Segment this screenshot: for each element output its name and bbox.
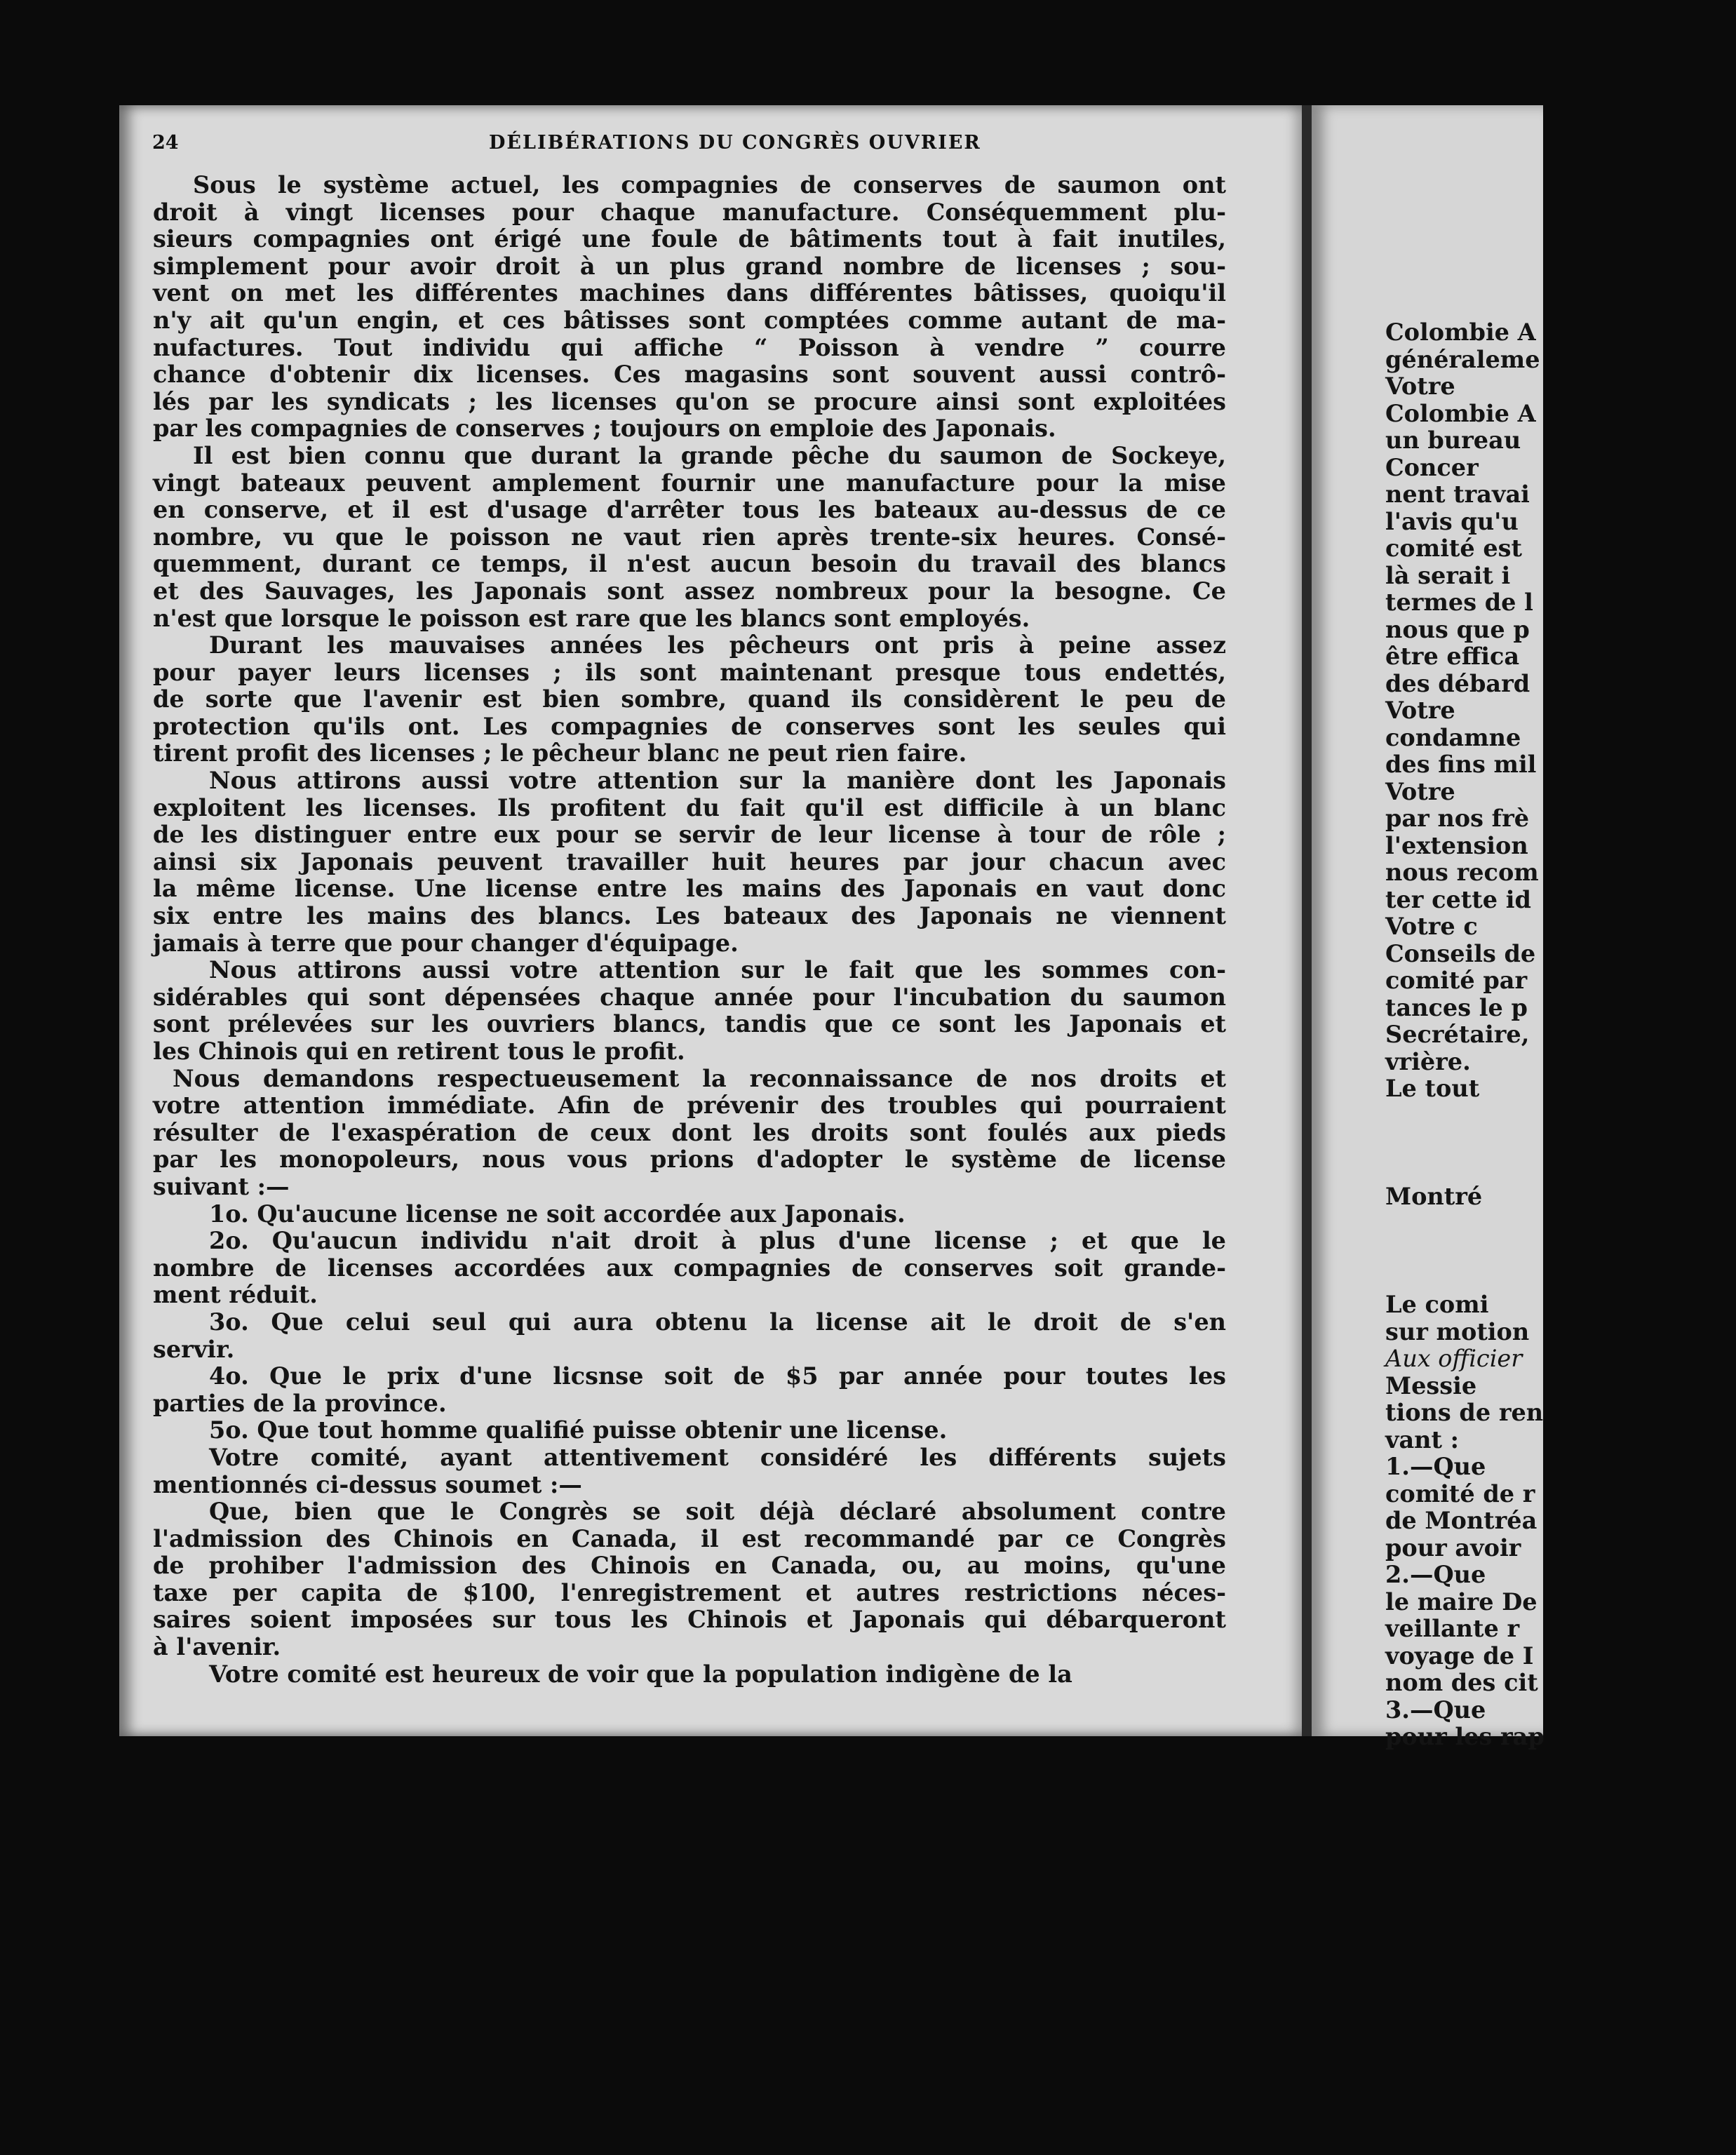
right-page-line: pour les rap xyxy=(1385,1723,1545,1750)
text-line: Nous demandons respectueusement la reconnaissance de nos droits et xyxy=(173,1064,1226,1092)
text-line: de sorte que l'avenir est bien sombre, quand ils considèrent le peu de xyxy=(153,685,1226,713)
right-page-line: Aux officier xyxy=(1385,1345,1523,1372)
page-number: 24 xyxy=(152,132,179,154)
right-page-line: nous recom xyxy=(1385,859,1539,886)
right-page-line: comité est xyxy=(1385,535,1523,562)
text-line: suivant :— xyxy=(153,1172,290,1200)
text-line: chance d'obtenir dix licenses. Ces magasins sont souvent aussi contrô- xyxy=(153,361,1226,389)
right-page-line: vrière. xyxy=(1385,1047,1471,1075)
text-line: jamais à terre que pour changer d'équipage. xyxy=(153,929,739,957)
text-line: à l'avenir. xyxy=(153,1633,281,1661)
text-line: tirent profit des licenses ; le pêcheur blanc ne peut rien faire. xyxy=(153,739,967,767)
text-line: saires soient imposées sur tous les Chinois et Japonais qui débarqueront xyxy=(153,1606,1226,1634)
right-page-line: de Montréa xyxy=(1385,1507,1537,1534)
running-title: DÉLIBÉRATIONS DU CONGRÈS OUVRIER xyxy=(489,132,981,154)
right-page-line xyxy=(1385,1211,1736,1238)
right-page-line: nous que p xyxy=(1385,615,1530,643)
text-line: six entre les mains des blancs. Les bateaux des Japonais ne viennent xyxy=(153,902,1226,930)
text-line: quemment, durant ce temps, il n'est aucun besoin du travail des blancs xyxy=(153,550,1226,578)
right-page-line: Le comi xyxy=(1385,1291,1489,1318)
right-page-line: Votre xyxy=(1385,777,1455,805)
right-page-line xyxy=(1385,1157,1736,1184)
right-page-line: vant : xyxy=(1385,1425,1460,1454)
right-page xyxy=(1312,105,1545,1750)
text-line: mentionnés ci-dessus soumet :— xyxy=(153,1470,582,1498)
right-page-line: Colombie A xyxy=(1385,399,1536,427)
right-page-line: 2.—Que xyxy=(1385,1561,1486,1588)
text-line: par les monopoleurs, nous vous prions d'adopter le système de license xyxy=(153,1146,1226,1174)
right-page-line: pour avoir xyxy=(1385,1533,1521,1562)
text-line: de les distinguer entre eux pour se servir de leur license à tour de rôle ; xyxy=(153,821,1226,849)
right-page-line xyxy=(1385,1103,1736,1130)
text-line: Il est bien connu que durant la grande pêche du saumon de Sockeye, xyxy=(193,441,1226,469)
right-page-line: Le tout xyxy=(1385,1075,1480,1102)
text-line: Votre comité, ayant attentivement considéré les différents sujets xyxy=(209,1443,1226,1471)
right-page-line: nom des cit xyxy=(1385,1669,1538,1696)
text-line: Sous le système actuel, les compagnies de conserves de saumon ont xyxy=(193,171,1226,199)
right-page-line: voyage de I xyxy=(1385,1642,1534,1670)
text-line: sont prélevées sur les ouvriers blancs, tandis que ce sont les Japonais et xyxy=(153,1010,1226,1038)
text-line: nufactures. Tout individu qui affiche “ Poisson à vendre ” courre xyxy=(153,333,1226,361)
right-page-line: 3.—Que xyxy=(1385,1696,1486,1724)
text-line: pour payer leurs licenses ; ils sont maintenant presque tous endettés, xyxy=(153,658,1226,686)
book-gutter xyxy=(1302,105,1312,1736)
right-page-line: un bureau xyxy=(1385,427,1521,454)
text-line: 4o. Que le prix d'une licsnse soit de $5 par année pour toutes les xyxy=(209,1362,1226,1390)
right-page-line: veillante r xyxy=(1385,1615,1520,1642)
text-line: n'est que lorsque le poisson est rare que les blancs sont employés. xyxy=(153,604,1030,632)
right-page-line: des débard xyxy=(1385,669,1530,697)
text-line: ment réduit. xyxy=(153,1281,318,1309)
text-line: vingt bateaux peuvent amplement fournir une manufacture pour la mise xyxy=(153,469,1226,497)
text-line: 5o. Que tout homme qualifié puisse obtenir une license. xyxy=(209,1416,948,1444)
text-line: simplement pour avoir droit à un plus grand nombre de licenses ; sou- xyxy=(153,252,1226,280)
text-line: les Chinois qui en retirent tous le profit. xyxy=(153,1038,685,1065)
text-line: parties de la province. xyxy=(153,1389,447,1417)
right-page-line: Votre xyxy=(1385,372,1455,400)
text-line: protection qu'ils ont. Les compagnies de conserves sont les seules qui xyxy=(153,712,1226,740)
text-line: taxe per capita de $100, l'enregistrement et autres restrictions néces- xyxy=(153,1578,1226,1606)
right-page-line xyxy=(1385,1265,1736,1292)
right-page-line: tions de ren xyxy=(1385,1399,1544,1426)
text-line: nombre de licenses accordées aux compagnies de conserves soit grande- xyxy=(153,1254,1226,1282)
right-page-line: comité de r xyxy=(1385,1479,1535,1508)
right-page-line: Conseils de xyxy=(1385,939,1536,967)
text-line: vent on met les différentes machines dans différentes bâtisses, quoiqu'il xyxy=(153,279,1226,307)
right-page-line: tances le p xyxy=(1385,993,1528,1021)
text-line: droit à vingt licenses pour chaque manufacture. Conséquemment plu- xyxy=(153,198,1226,226)
text-line: Que, bien que le Congrès se soit déjà déclaré absolument contre xyxy=(209,1498,1226,1526)
right-page-line: comité par xyxy=(1385,967,1528,994)
right-page-line: Concer xyxy=(1385,453,1479,481)
right-page-line: nent travai xyxy=(1385,481,1530,508)
right-page-line: le maire De xyxy=(1385,1587,1537,1616)
right-page-line: 1.—Que xyxy=(1385,1453,1486,1480)
right-page-line: Secrétaire, xyxy=(1385,1021,1530,1048)
text-line: servir. xyxy=(153,1335,235,1363)
text-line: en conserve, et il est d'usage d'arrêter tous les bateaux au-dessus de ce xyxy=(153,496,1226,524)
right-page-line: Votre xyxy=(1385,697,1455,724)
text-line: résulter de l'exaspération de ceux dont les droits sont foulés aux pieds xyxy=(153,1118,1226,1146)
body-text xyxy=(153,172,1226,1688)
text-line: votre attention immédiate. Afin de prévenir des troubles qui pourraient xyxy=(153,1092,1226,1120)
running-head xyxy=(0,132,1532,160)
text-line: la même license. Une license entre les mains des Japonais en vaut donc xyxy=(153,875,1226,903)
text-line: n'y ait qu'un engin, et ces bâtisses sont comptées comme autant de ma- xyxy=(153,306,1226,334)
text-line: exploitent les licenses. Ils profitent du fait qu'il est difficile à un blanc xyxy=(153,793,1226,821)
right-page-line: ter cette id xyxy=(1385,885,1531,913)
text-line: Nous attirons aussi votre attention sur la manière dont les Japonais xyxy=(209,767,1226,795)
text-line: Votre comité est heureux de voir que la population indigène de la xyxy=(209,1660,1072,1688)
right-page-line: être effica xyxy=(1385,643,1520,670)
right-page-line: là serait i xyxy=(1385,561,1511,589)
right-page-line: généraleme xyxy=(1385,345,1540,373)
right-page-text xyxy=(1385,319,1736,1751)
text-line: et des Sauvages, les Japonais sont assez nombreux pour la besogne. Ce xyxy=(153,577,1226,605)
text-line: 1o. Qu'aucune license ne soit accordée aux Japonais. xyxy=(209,1200,906,1228)
text-line: par les compagnies de conserves ; toujours on emploie des Japonais. xyxy=(153,415,1056,443)
right-page-line: des fins mil xyxy=(1385,751,1537,778)
text-line: sidérables qui sont dépensées chaque année pour l'incubation du saumon xyxy=(153,983,1226,1011)
right-page-line: sur motion xyxy=(1385,1317,1530,1345)
right-page-line xyxy=(1385,1237,1736,1265)
right-page-line: l'extension xyxy=(1385,831,1528,859)
text-line: de prohiber l'admission des Chinois en Canada, ou, au moins, qu'une xyxy=(153,1552,1226,1580)
text-line: 2o. Qu'aucun individu n'ait droit à plus d'une license ; et que le xyxy=(209,1227,1226,1255)
right-page-line: condamne xyxy=(1385,723,1521,751)
text-line: nombre, vu que le poisson ne vaut rien après trente-six heures. Consé- xyxy=(153,523,1226,551)
right-page-line: Colombie A xyxy=(1385,318,1536,346)
right-page-line: par nos frè xyxy=(1385,805,1530,832)
text-line: 3o. Que celui seul qui aura obtenu la license ait le droit de s'en xyxy=(209,1308,1226,1336)
right-page-line xyxy=(1385,1129,1736,1157)
text-line: lés par les syndicats ; les licenses qu'on se procure ainsi sont exploitées xyxy=(153,387,1226,415)
text-line: l'admission des Chinois en Canada, il est recommandé par ce Congrès xyxy=(153,1524,1226,1552)
text-line: sieurs compagnies ont érigé une foule de bâtiments tout à fait inutiles, xyxy=(153,225,1226,253)
right-page-line: termes de l xyxy=(1385,589,1533,616)
text-line: Nous attirons aussi votre attention sur le fait que les sommes con- xyxy=(209,956,1226,984)
text-line: ainsi six Japonais peuvent travailler huit heures par jour chacun avec xyxy=(153,847,1226,875)
right-page-line: Messie xyxy=(1385,1371,1477,1399)
right-page-line: Votre c xyxy=(1385,913,1478,940)
text-line: Durant les mauvaises années les pêcheurs ont pris à peine assez xyxy=(209,631,1226,659)
right-page-line: l'avis qu'u xyxy=(1385,507,1519,535)
right-page-line: Montré xyxy=(1385,1183,1483,1210)
